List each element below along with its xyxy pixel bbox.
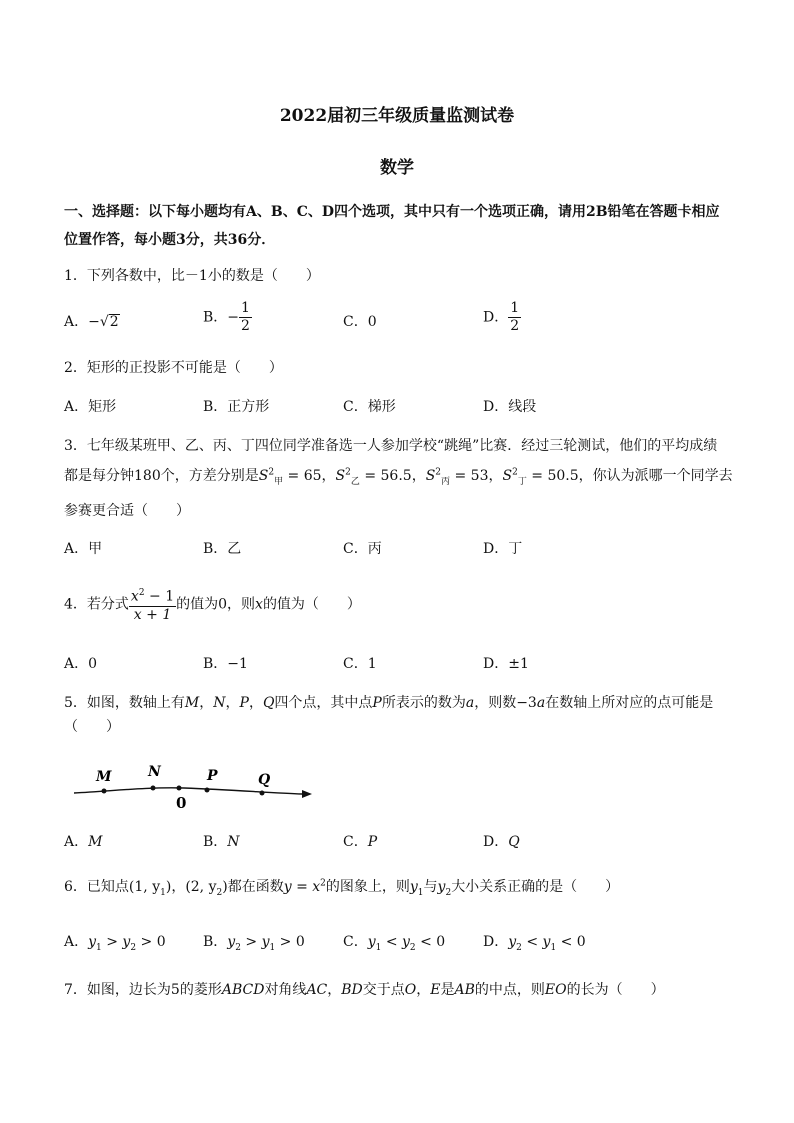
paren: ) <box>222 879 228 895</box>
q4-option-a: A．0 <box>64 656 98 672</box>
label-q: Q <box>258 772 271 788</box>
q4-post: 的值为（ ） <box>262 596 361 613</box>
q1-stem: 1．下列各数中，比－1小的数是（ ） <box>64 268 320 284</box>
variance-s: S <box>258 468 269 484</box>
sub: 1 <box>96 942 102 953</box>
paren: ) <box>165 879 172 895</box>
sub-bing: 丙 <box>441 476 451 487</box>
q6-mid: 都在函数 <box>227 879 284 895</box>
q4-fraction <box>129 585 176 624</box>
label-p: P <box>207 768 218 784</box>
label-m: M <box>96 769 112 785</box>
sup: 2 <box>320 878 326 889</box>
sup: 2 <box>138 588 145 598</box>
rel: > y <box>101 934 131 950</box>
sep: ， <box>199 695 214 711</box>
q3-line1: 3．七年级某班甲、乙、丙、丁四位同学准备选一人参加学校“跳绳”比赛．经过三轮测试，他们的平均成绩 <box>64 438 718 454</box>
q1-b-denominator: 2 <box>241 318 250 334</box>
q1-option-d <box>483 300 521 335</box>
dot-p <box>205 788 210 793</box>
dot-q <box>260 791 265 796</box>
q6-point2: (2, y <box>185 879 217 895</box>
q3-line2-end: ，你认为派哪一个同学去 <box>578 468 733 484</box>
dot-n <box>151 786 156 791</box>
q6-point1: (1, y <box>128 879 161 895</box>
q1-d-fraction <box>508 300 521 335</box>
q3-option-d: D．丁 <box>483 541 523 557</box>
sup: 2 <box>435 467 442 478</box>
q1-option-b <box>203 300 252 335</box>
q5-mid3: ，则数−3 <box>474 695 537 711</box>
q5-option-d <box>483 831 520 851</box>
q4-stem <box>64 585 361 624</box>
q5-option-a <box>64 831 102 851</box>
dot-zero <box>177 786 182 791</box>
q1-d-numerator: 1 <box>510 300 520 316</box>
q1-b-numerator: 1 <box>241 300 250 316</box>
sub-jia: 甲 <box>274 476 284 487</box>
variance-bing: = 53 <box>450 468 489 484</box>
label: C． <box>343 934 368 950</box>
variance-ding: = 50.5 <box>526 468 579 484</box>
number-line <box>74 788 302 794</box>
point-p: P <box>372 695 382 711</box>
point-q: Q <box>262 695 275 711</box>
arrow-head-icon <box>302 790 312 798</box>
value: P <box>367 834 378 850</box>
q1-a-radicand: 2 <box>109 314 119 330</box>
sub-ding: 丁 <box>517 476 527 487</box>
var-a: a <box>536 695 546 711</box>
q6-post: 大小关系正确的是（ ） <box>451 879 620 895</box>
end: < 0 <box>556 934 586 950</box>
q6-option-d <box>483 931 586 953</box>
variance-jia: = 65 <box>283 468 322 484</box>
t4: 的中点，则 <box>474 982 545 998</box>
sup: 2 <box>268 467 275 478</box>
q1-b-label: B． <box>203 309 228 326</box>
q5-option-c <box>343 831 377 851</box>
sub: 1 <box>375 942 382 953</box>
sup: 2 <box>345 467 351 478</box>
q1-d-denominator: 2 <box>510 318 520 334</box>
q2-stem: 2．矩形的正投影不可能是（ ） <box>64 360 283 376</box>
y: y <box>437 879 446 895</box>
q5-pre: 5．如图，数轴上有 <box>64 695 185 711</box>
sqrt-symbol: √ <box>99 314 109 330</box>
point-e: E <box>430 982 441 998</box>
q4-pre: 4．若分式 <box>64 596 129 613</box>
sep: ， <box>416 982 431 998</box>
sep: ， <box>248 695 263 711</box>
sub: 2 <box>516 942 522 953</box>
q7-stem <box>64 979 665 999</box>
q5-line1 <box>64 692 713 712</box>
t1: 对角线 <box>264 982 307 998</box>
q5-line2: （ ） <box>64 719 120 735</box>
q4-denominator: x + 1 <box>133 606 172 623</box>
q6-mid2: 的图象上，则 <box>325 879 410 895</box>
variance-s: S <box>335 468 346 484</box>
label: C． <box>343 834 368 850</box>
q6-stem <box>64 876 619 898</box>
rel: < y <box>521 934 551 950</box>
y: y <box>367 934 376 950</box>
seg-bd: BD <box>341 982 363 998</box>
y: y <box>409 879 418 895</box>
q1-a-minus: − <box>88 314 100 330</box>
q6-option-a <box>64 931 166 953</box>
sub: 1 <box>417 887 424 898</box>
value: N <box>227 834 240 850</box>
sep: ， <box>225 695 240 711</box>
q4-option-c: C．1 <box>343 656 377 672</box>
seg-ac: AC <box>306 982 328 998</box>
point-o: O <box>404 982 417 998</box>
q7-pre: 7．如图，边长为5的菱形 <box>64 982 222 998</box>
variance-yi: = 56.5 <box>359 468 412 484</box>
comma: ， <box>171 879 186 895</box>
y: y <box>88 934 97 950</box>
rel: < y <box>381 934 410 950</box>
q6-pre: 6．已知点 <box>64 879 129 895</box>
y: y <box>508 934 517 950</box>
q6-option-b <box>203 931 305 953</box>
q1-b-fraction <box>239 300 252 335</box>
label-zero: 0 <box>176 794 187 812</box>
q1-option-c: C．0 <box>343 314 377 330</box>
end: < 0 <box>415 934 446 950</box>
sub: 2 <box>409 942 416 953</box>
q5-mid: 四个点，其中点 <box>274 695 373 711</box>
exam-title: 2022届初三年级质量监测试卷 <box>279 106 515 126</box>
q5-option-b <box>203 831 240 851</box>
q5-end: 在数轴上所对应的点可能是 <box>545 695 714 711</box>
comma: ， <box>321 468 336 484</box>
yu: 与 <box>423 879 438 895</box>
point-m: M <box>184 695 200 711</box>
q5-mid2: 所表示的数为 <box>381 695 466 711</box>
section-instructions-line1: 一、选择题：以下每小题均有A、B、C、D四个选项，其中只有一个选项正确，请用2B铅笔在答题卡相应 <box>64 204 720 220</box>
sub: 2 <box>216 887 223 898</box>
q2-option-b: B．正方形 <box>203 399 270 415</box>
sup: 2 <box>512 467 518 478</box>
q1-option-a <box>64 311 120 331</box>
number-line-figure <box>64 758 324 814</box>
dot-m <box>102 789 107 794</box>
label: A． <box>64 934 89 950</box>
t3: 是 <box>440 982 455 998</box>
q4-option-d: D．±1 <box>483 656 529 672</box>
t5: 的长为（ ） <box>566 982 665 998</box>
q2-option-d: D．线段 <box>483 399 537 415</box>
q4-mid: 的值为0，则 <box>176 596 256 613</box>
rhombus-abcd: ABCD <box>221 982 265 998</box>
seg-ab: AB <box>454 982 475 998</box>
variance-s: S <box>425 468 436 484</box>
q3-option-c: C．丙 <box>343 541 382 557</box>
q4-numerator <box>129 585 176 607</box>
t2: 交于点 <box>362 982 405 998</box>
sub: 2 <box>235 942 241 953</box>
sub: 1 <box>160 887 166 898</box>
seg-eo: EO <box>544 982 567 998</box>
label: B． <box>203 834 228 850</box>
label: B． <box>203 934 228 950</box>
comma: ， <box>488 468 503 484</box>
end: > 0 <box>275 934 305 950</box>
sub: 1 <box>269 942 276 953</box>
num-rest: − 1 <box>144 588 175 605</box>
q6-function: y = x <box>283 879 321 895</box>
sep: ， <box>327 982 342 998</box>
q3-line3: 参赛更合适（ ） <box>64 503 190 519</box>
section-instructions-line2: 位置作答，每小题3分，共36分． <box>64 232 276 248</box>
y: y <box>227 934 236 950</box>
q6-option-c <box>343 931 445 953</box>
q2-option-c: C．梯形 <box>343 399 396 415</box>
label: A． <box>64 834 89 850</box>
label: D． <box>483 934 509 950</box>
q1-a-label: A． <box>64 314 89 330</box>
q4-var: x <box>255 596 263 613</box>
sub: 2 <box>445 887 452 898</box>
q3-line2 <box>64 465 733 487</box>
sub-yi: 乙 <box>350 476 360 487</box>
end: > 0 <box>136 934 166 950</box>
q3-option-a: A．甲 <box>64 541 103 557</box>
value: Q <box>508 834 520 850</box>
label: D． <box>483 834 509 850</box>
q1-d-label: D． <box>483 309 509 326</box>
q3-option-b: B．乙 <box>203 541 242 557</box>
var-a: a <box>465 695 475 711</box>
q1-b-minus: − <box>227 309 240 326</box>
q2-option-a: A．矩形 <box>64 399 117 415</box>
q3-line2-text: 都是每分钟180个，方差分别是 <box>64 468 259 484</box>
sub: 2 <box>130 942 137 953</box>
num-x: x <box>130 588 139 605</box>
rel: > y <box>240 934 270 950</box>
value: M <box>88 834 103 850</box>
point-n: N <box>213 695 226 711</box>
sub: 1 <box>550 942 557 953</box>
point-p: P <box>239 695 249 711</box>
label-n: N <box>148 764 161 780</box>
q4-option-b: B．−1 <box>203 656 248 672</box>
comma: ， <box>411 468 426 484</box>
variance-s: S <box>502 468 513 484</box>
subject-title: 数学 <box>380 158 414 178</box>
